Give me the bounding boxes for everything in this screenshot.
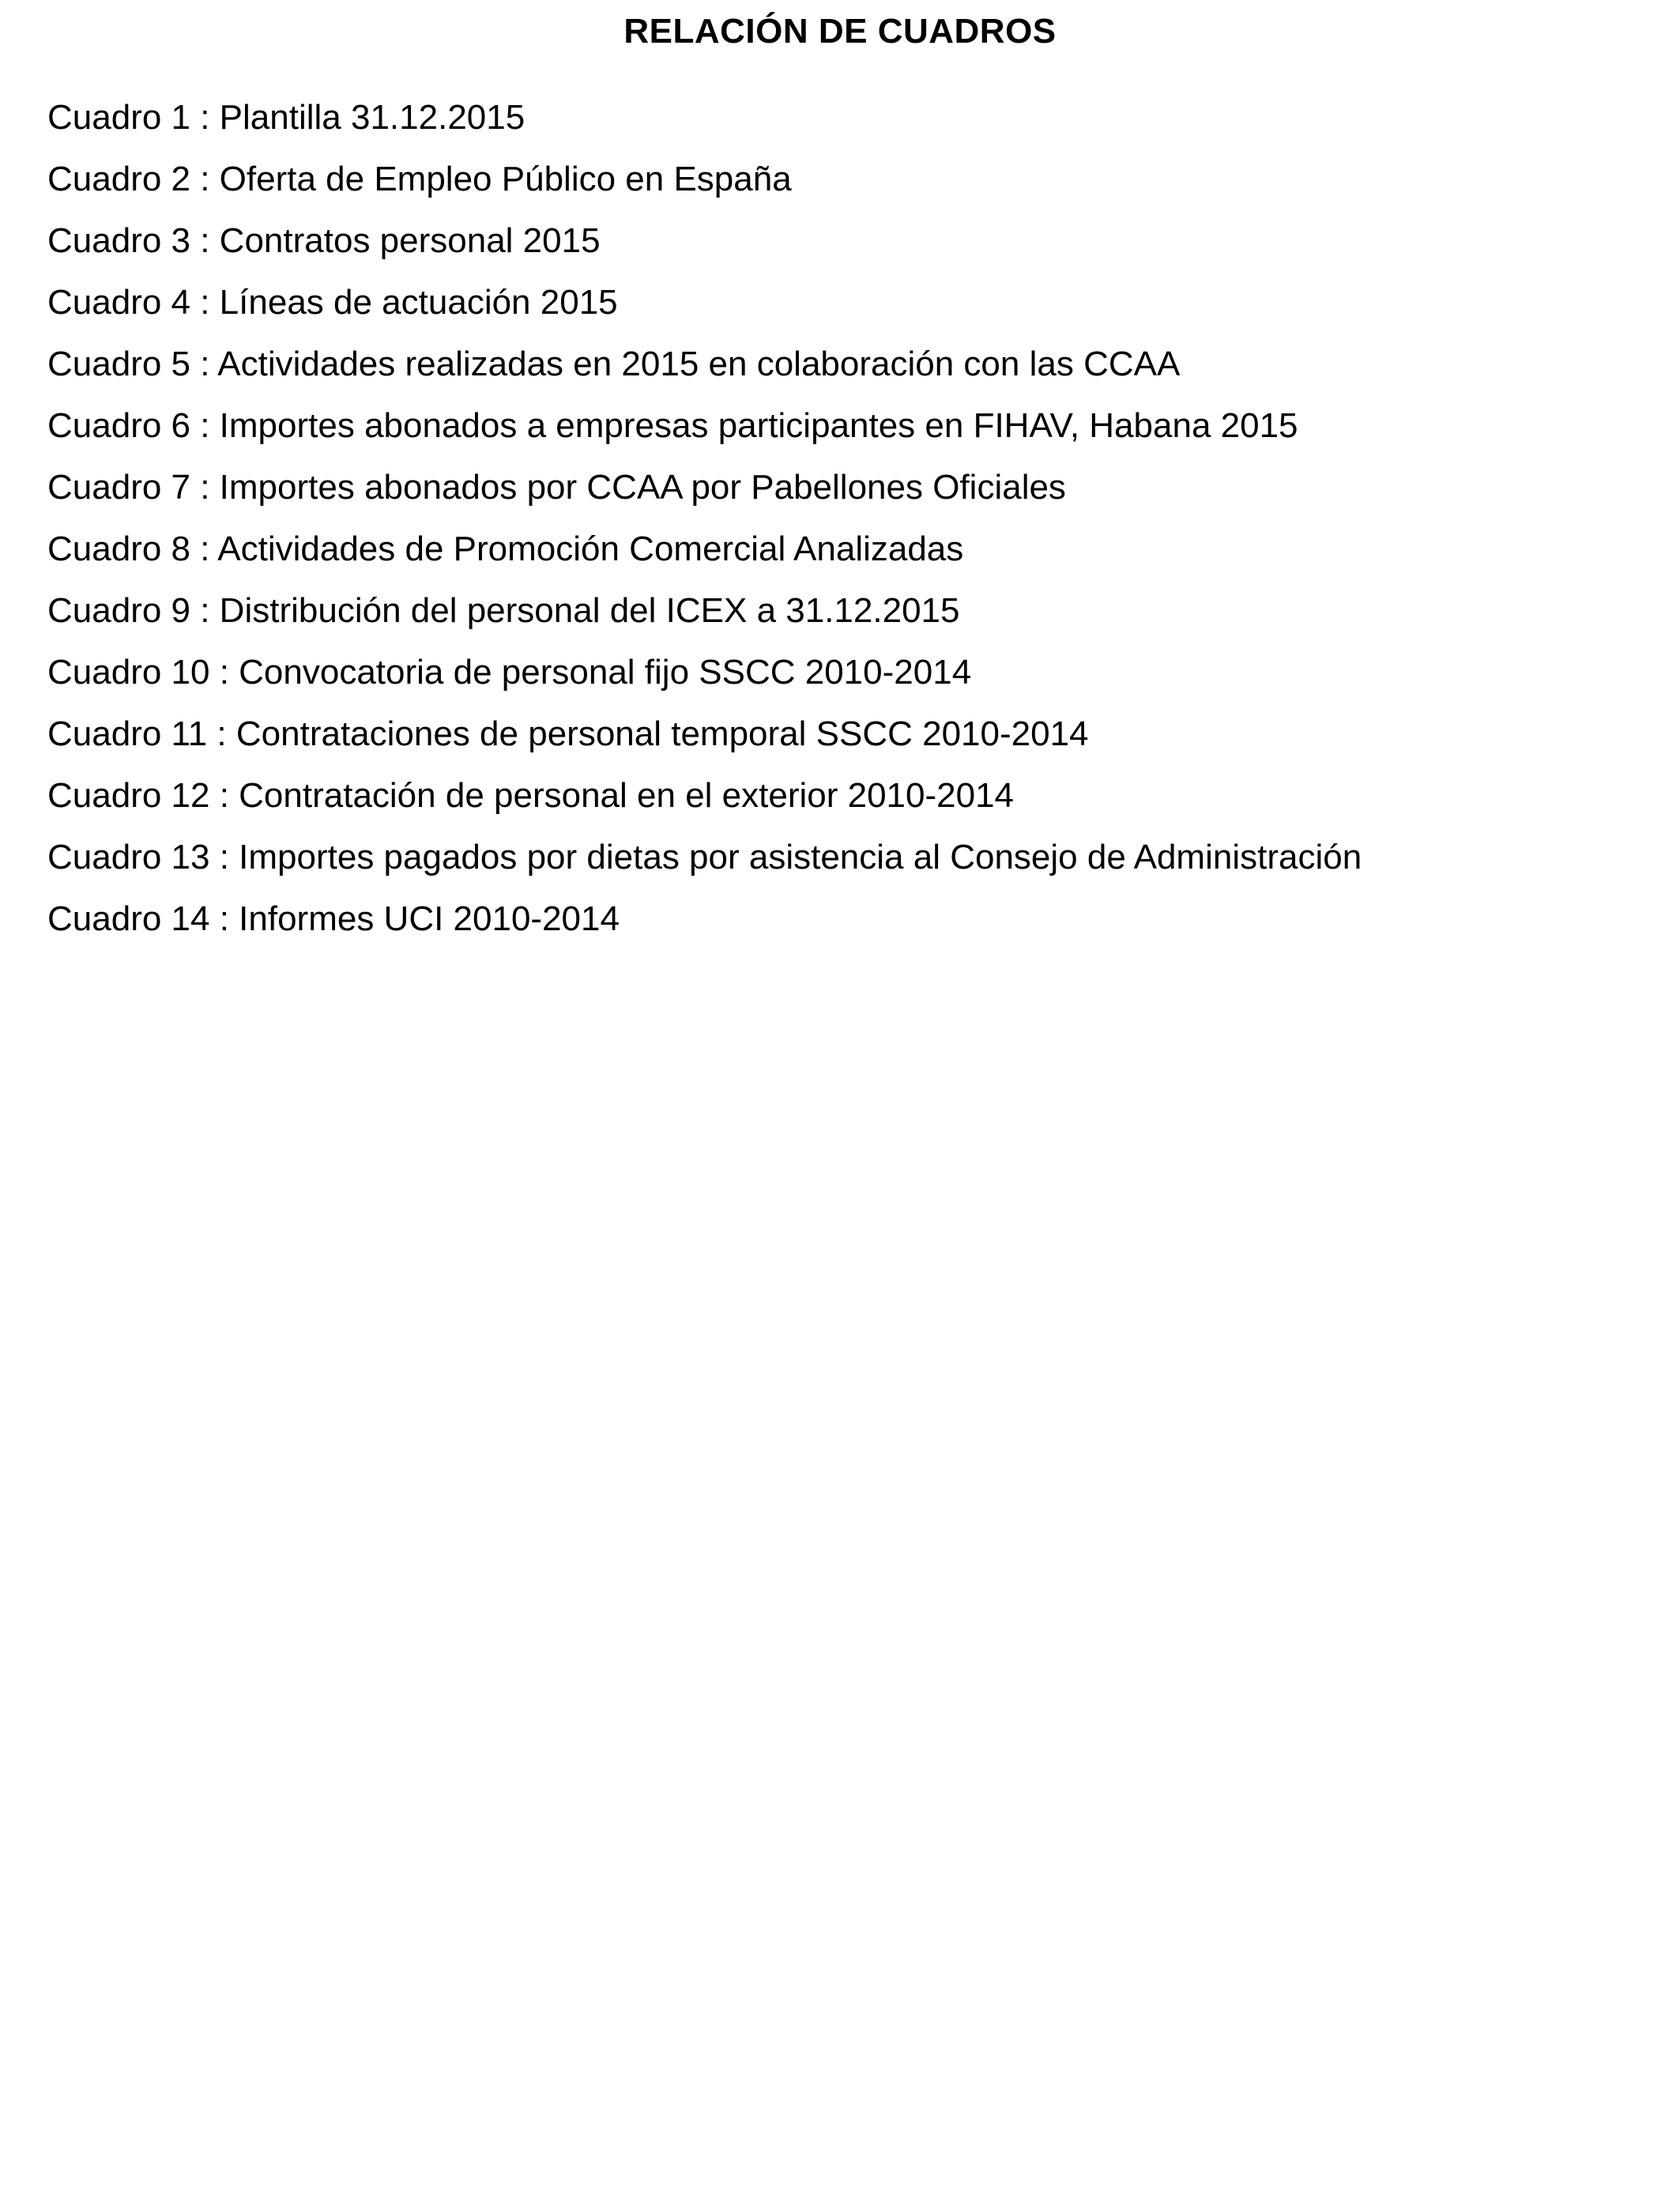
list-item: Cuadro 8 : Actividades de Promoción Comercial Analizadas: [47, 530, 964, 568]
list-item: Cuadro 3 : Contratos personal 2015: [47, 221, 601, 260]
list-item: Cuadro 6 : Importes abonados a empresas participantes en FIHAV, Habana 2015: [47, 406, 1298, 445]
list-item: Cuadro 10 : Convocatoria de personal fijo SSCC 2010-2014: [47, 653, 972, 692]
list-item: Cuadro 14 : Informes UCI 2010-2014: [47, 899, 620, 938]
list-item: Cuadro 1 : Plantilla 31.12.2015: [47, 98, 525, 137]
list-item: Cuadro 11 : Contrataciones de personal temporal SSCC 2010-2014: [47, 714, 1089, 753]
list-item: Cuadro 7 : Importes abonados por CCAA por Pabellones Oficiales: [47, 468, 1066, 507]
list-item: Cuadro 13 : Importes pagados por dietas por asistencia al Consejo de Administración: [47, 838, 1362, 876]
cuadro-list: [47, 87, 1362, 950]
list-item: Cuadro 5 : Actividades realizadas en 2015 en colaboración con las CCAA: [47, 345, 1181, 383]
list-item: Cuadro 9 : Distribución del personal del ICEX a 31.12.2015: [47, 591, 960, 630]
list-item: Cuadro 4 : Líneas de actuación 2015: [47, 283, 618, 322]
list-item: Cuadro 12 : Contratación de personal en el exterior 2010-2014: [47, 776, 1015, 815]
page-title: RELACIÓN DE CUADROS: [623, 12, 1057, 51]
list-item: Cuadro 2 : Oferta de Empleo Público en España: [47, 160, 792, 198]
